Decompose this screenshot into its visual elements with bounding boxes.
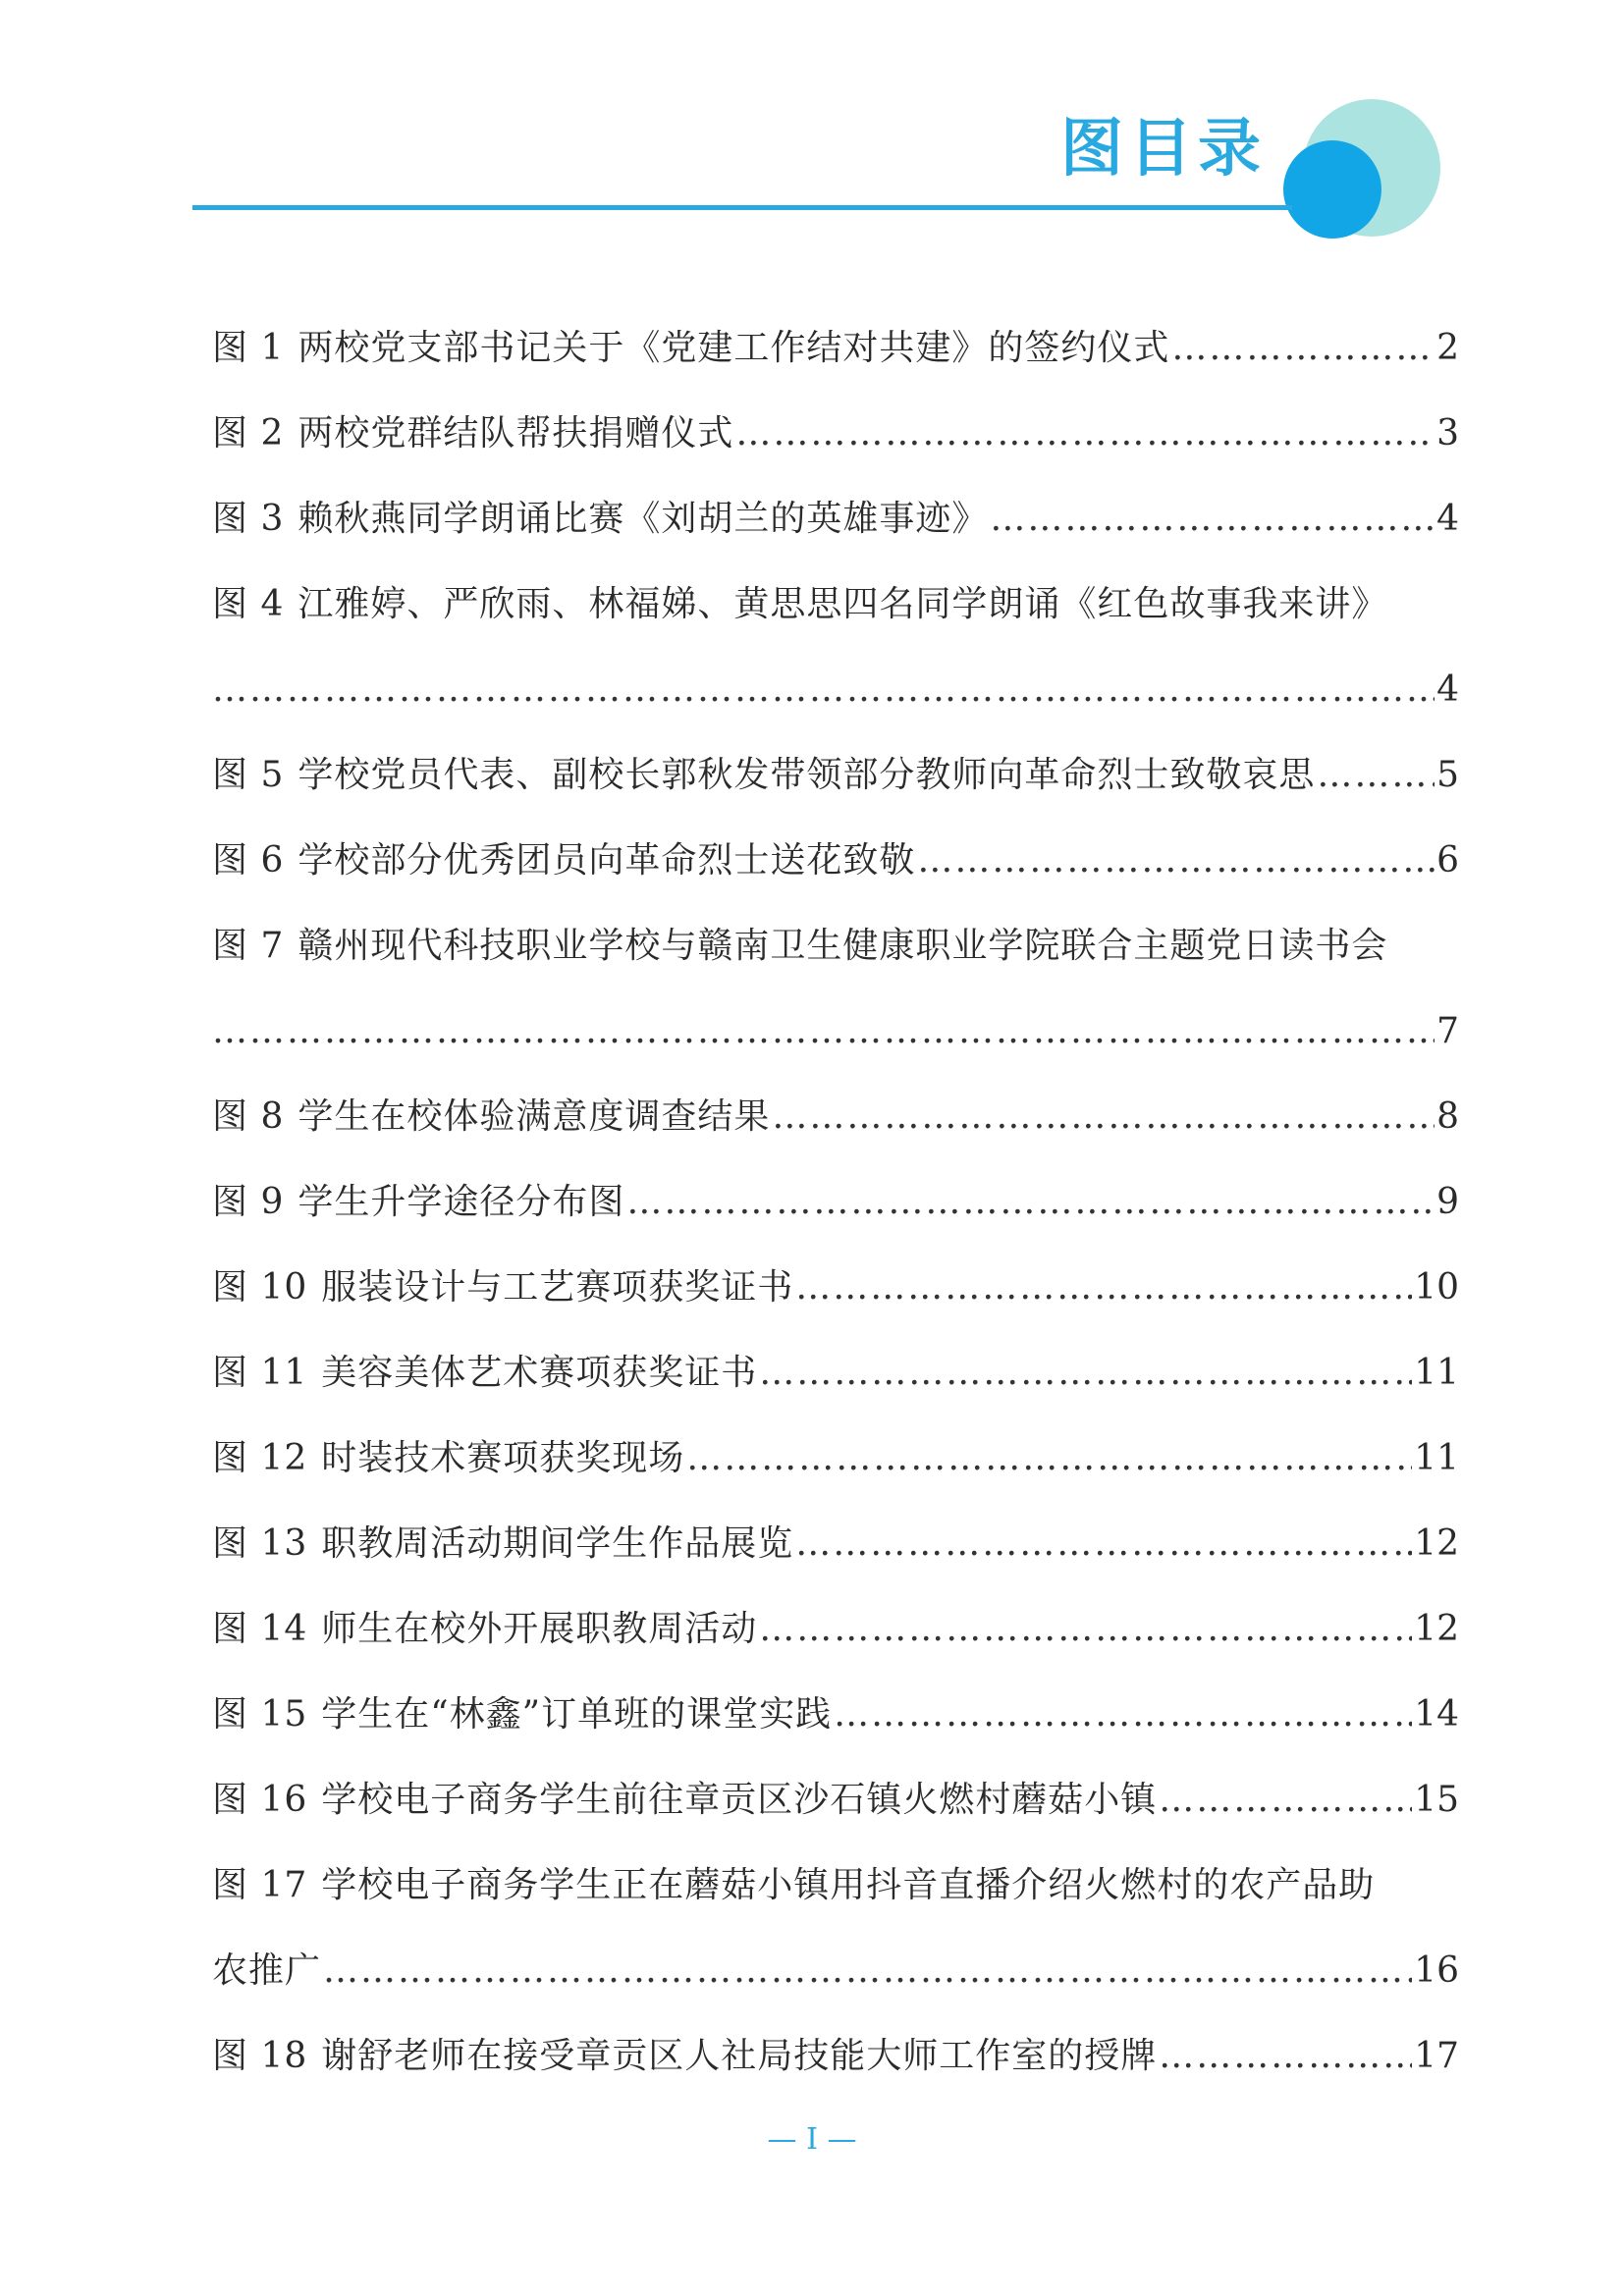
figure-number: 图 1 [212,328,285,368]
toc-entry[interactable] [212,490,1459,549]
figure-number: 图 2 [212,413,285,454]
figure-title: 时装技术赛项获奖现场 [321,1438,685,1478]
figure-number: 图 15 [212,1694,308,1735]
toc-entry-continuation[interactable] [212,661,1459,720]
figure-number: 图 11 [212,1353,308,1393]
figure-title: 江雅婷、严欣雨、林福娣、黄思思四名同学朗诵《红色故事我来讲》 [298,584,1388,624]
figure-number: 图 8 [212,1096,285,1137]
toc-entry[interactable] [212,1173,1459,1232]
toc-entry[interactable] [212,1515,1459,1574]
figure-title: 学校电子商务学生正在蘑菇小镇用抖音直播介绍火燃村的农产品助 [321,1865,1376,1905]
toc-entry[interactable] [212,1685,1459,1744]
page-number: 8 [1436,1096,1459,1137]
figure-title: 学生在校体验满意度调查结果 [298,1096,771,1137]
page-number: 5 [1436,755,1459,795]
toc-entry[interactable] [212,404,1459,463]
page-number: 14 [1414,1694,1459,1735]
dot-leader [1317,746,1435,805]
figure-number: 图 16 [212,1780,308,1820]
toc-entry[interactable] [212,831,1459,890]
figure-title: 服装设计与工艺赛项获奖证书 [321,1267,794,1308]
page-number: 17 [1414,2036,1459,2076]
dot-leader [1171,319,1435,378]
figure-title: 学校党员代表、副校长郭秋发带领部分教师向革命烈士致敬哀思 [298,755,1316,795]
figure-number: 图 9 [212,1182,285,1222]
figure-title: 师生在校外开展职教周活动 [321,1609,758,1649]
page-number: 11 [1414,1353,1459,1393]
toc-entry[interactable] [212,1088,1459,1147]
page-footer-number: — I — [767,2122,857,2157]
figure-title: 学生升学途径分布图 [298,1182,625,1222]
header-divider [192,205,1292,210]
toc-entry[interactable] [212,1600,1459,1659]
page-number: 12 [1414,1523,1459,1564]
decorative-circle-dark [1283,140,1381,239]
figure-title: 学校部分优秀团员向革命烈士送花致敬 [298,840,916,881]
toc-entry[interactable] [212,319,1459,378]
figure-title: 两校党支部书记关于《党建工作结对共建》的签约仪式 [298,328,1170,368]
dot-leader [795,1258,1412,1317]
dot-leader [990,490,1435,549]
toc-entry[interactable] [212,1771,1459,1830]
dot-leader [917,831,1435,890]
dot-leader [1159,2027,1412,2086]
dot-leader [1159,1771,1412,1830]
toc-entry[interactable] [212,746,1459,805]
page-number: 2 [1436,328,1459,368]
dot-leader [759,1344,1412,1403]
page-number: 7 [1436,1011,1459,1051]
page-number: 6 [1436,840,1459,881]
toc-entry[interactable] [212,575,1469,634]
toc-entry[interactable] [212,917,1469,976]
dot-leader [795,1515,1412,1574]
toc-entry[interactable] [212,2027,1459,2086]
page-title: 图目录 [1060,113,1267,186]
figure-number: 图 6 [212,840,285,881]
figure-title: 赣州现代科技职业学校与赣南卫生健康职业学院联合主题党日读书会 [298,926,1388,966]
figure-number: 图 5 [212,755,285,795]
figure-number: 图 17 [212,1865,308,1905]
toc-entry[interactable] [212,1429,1459,1488]
figure-number: 图 7 [212,926,285,966]
dot-leader [686,1429,1412,1488]
page-number: 15 [1414,1780,1459,1820]
figure-number: 图 3 [212,499,285,539]
page-number: 10 [1414,1267,1459,1308]
page-number: 16 [1414,1950,1459,1991]
dot-leader [626,1173,1435,1232]
figure-title: 美容美体艺术赛项获奖证书 [321,1353,758,1393]
page-number: 4 [1436,669,1459,710]
page-number: 9 [1436,1182,1459,1222]
figure-number: 图 13 [212,1523,308,1564]
dot-leader [323,1942,1412,2001]
toc-entry[interactable] [212,1344,1459,1403]
dot-leader [212,1002,1435,1061]
dot-leader [772,1088,1435,1147]
figure-title: 职教周活动期间学生作品展览 [321,1523,794,1564]
figure-title: 谢舒老师在接受章贡区人社局技能大师工作室的授牌 [321,2036,1158,2076]
toc-entry-continuation[interactable] [212,1002,1459,1061]
figure-title: 学校电子商务学生前往章贡区沙石镇火燃村蘑菇小镇 [321,1780,1158,1820]
toc-entry[interactable] [212,1856,1469,1915]
page-number: 4 [1436,499,1459,539]
figure-title: 赖秋燕同学朗诵比赛《刘胡兰的英雄事迹》 [298,499,989,539]
figure-number: 图 14 [212,1609,308,1649]
figure-number: 图 4 [212,584,285,624]
dot-leader [735,404,1435,463]
toc-entry-continuation[interactable] [212,1942,1459,2001]
page-number: 12 [1414,1609,1459,1649]
figure-title: 两校党群结队帮扶捐赠仪式 [298,413,734,454]
page-number: 11 [1414,1438,1459,1478]
figure-title: 学生在“林鑫”订单班的课堂实践 [321,1694,833,1735]
page-number: 3 [1436,413,1459,454]
dot-leader [759,1600,1412,1659]
figure-number: 图 12 [212,1438,308,1478]
figure-title-continuation: 农推广 [212,1950,322,1991]
dot-leader [834,1685,1412,1744]
toc-entry[interactable] [212,1258,1459,1317]
dot-leader [212,661,1435,720]
figure-number: 图 18 [212,2036,308,2076]
figure-number: 图 10 [212,1267,308,1308]
